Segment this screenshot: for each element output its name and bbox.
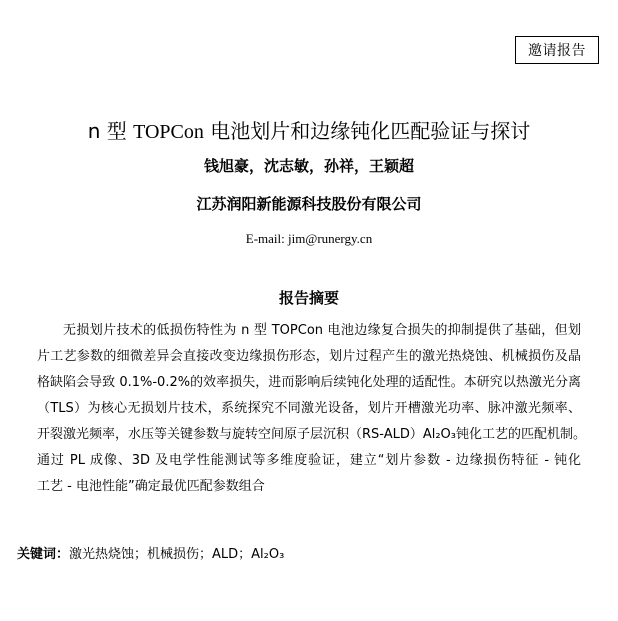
- abstract-line: 通过 PL 成像、3D 及电学性能测试等多维度验证，建立“划片参数 - 边缘损伤特征 - 钝化: [37, 453, 581, 468]
- keywords-label: 关键词：: [17, 547, 70, 562]
- abstract-line: 工艺 - 电池性能”确定最优匹配参数组合: [37, 479, 265, 494]
- abstract-line: 片工艺参数的细微差异会直接改变边缘损伤形态，划片过程产生的激光热烧蚀、机械损伤及晶: [37, 349, 581, 364]
- abstract-body: [37, 318, 586, 500]
- contact-email[interactable]: E-mail: jim@runergy.cn: [245, 231, 373, 246]
- title-rest: 电池划片和边缘钝化匹配验证与探讨: [203, 119, 531, 143]
- abstract-line: 格缺陷会导致 0.1%-0.2%的效率损失，进而影响后续钝化处理的适配性。本研究以热激光分离: [37, 375, 581, 390]
- invited-report-tag: 邀请报告: [515, 36, 599, 64]
- title-tech: TOPCon: [133, 121, 204, 143]
- abstract-line: （TLS）为核心无损划片技术，系统探究不同激光设备，划片开槽激光功率、脉冲激光频率、: [37, 401, 581, 416]
- abstract-heading: 报告摘要: [278, 289, 339, 307]
- affiliation: 江苏润阳新能源科技股份有限公司: [196, 195, 422, 213]
- abstract-line: 无损划片技术的低损伤特性为 n 型 TOPCon 电池边缘复合损失的抑制提供了基础，但划: [63, 323, 581, 338]
- abstract-line: 开裂激光频率，水压等关键参数与旋转空间原子层沉积（RS-ALD）Al₂O₃钝化工艺的匹配机制。: [37, 427, 586, 442]
- paper-title: [0, 116, 618, 147]
- title-prefix: n 型: [87, 119, 134, 143]
- author-list: 钱旭豪，沈志敏，孙祥，王颖超: [203, 157, 414, 175]
- keywords: [17, 544, 284, 566]
- keywords-text: 激光热烧蚀；机械损伤；ALD；Al₂O₃: [69, 547, 285, 562]
